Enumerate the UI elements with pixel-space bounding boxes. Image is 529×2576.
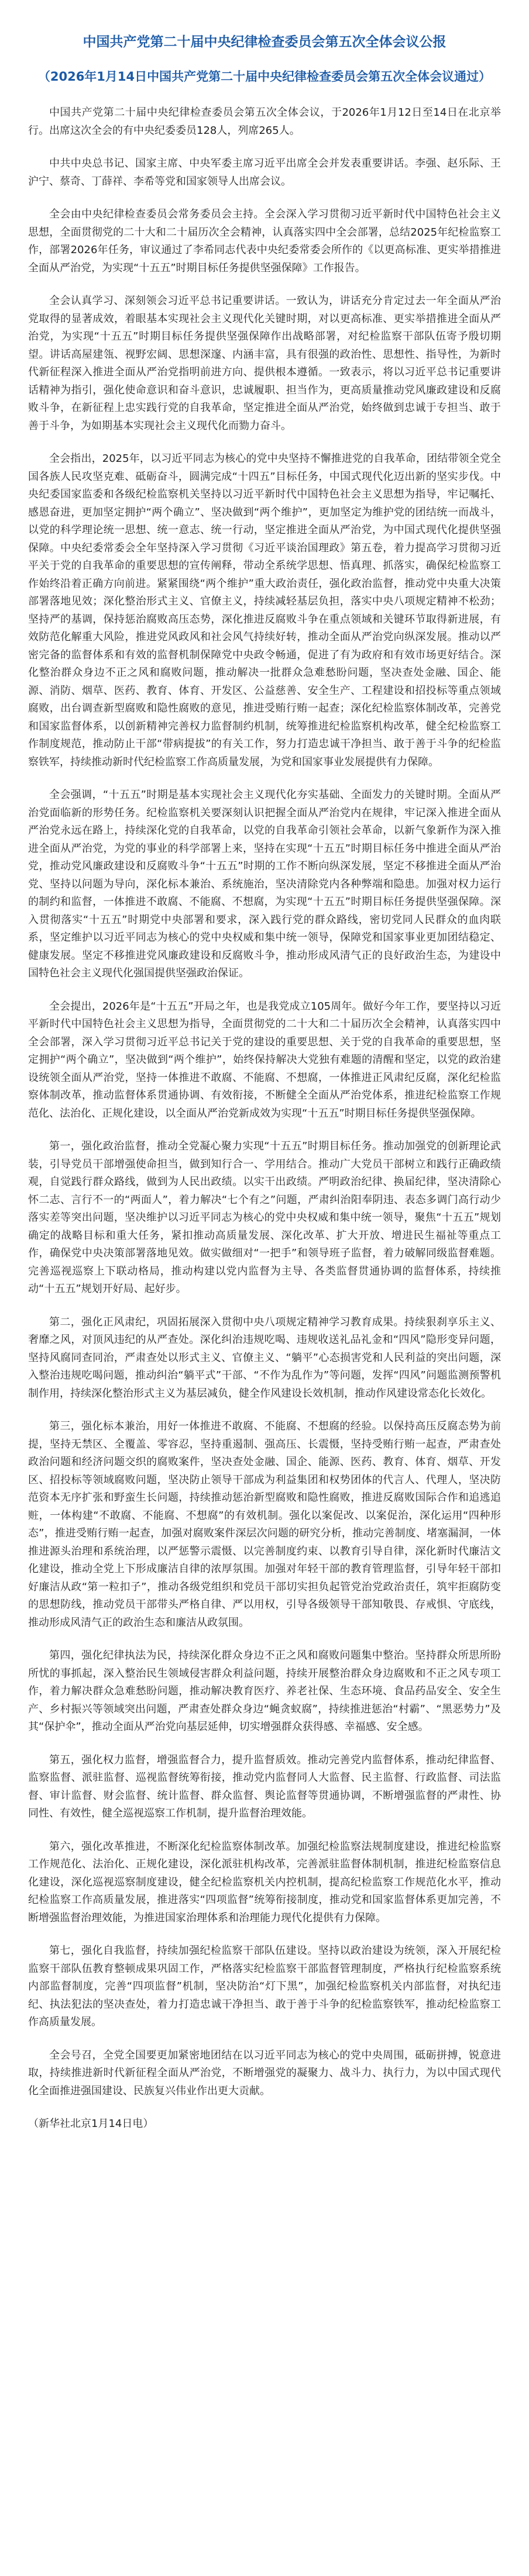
- paragraph: 第一，强化政治监督，推动全党凝心聚力实现“十五五”时期目标任务。推动加强党的创新理论武装，引导党员干部增强使命担当，做到知行合一、学用结合。推动广大党员干部树立和践行正确政绩观，自觉践行群众路线，做到为人民出政绩。以实干出政绩。严明政治纪律、换届纪律，坚决清除心怀二志、言行不一的“两面人”，着力解决“七个有之”问题，严肃纠治阳奉阴违、表态多调门高行动少落实差等突出问题，坚决维护以习近平同志为核心的党中央权威和集中统一领导，聚焦“十五五”规划确定的战略目标和重大任务，紧扣推动高质量发展、深化改革、扩大开放、增进民生福祉等重点工作，确保党中央决策部署落地见效。做实做细对“一把手”和领导班子监督，着力破解同级监督难题。完善巡视巡察上下联动格局，推动构建以党内监督为主导、各类监督贯通协调的监督体系，持续推动“十五五”规划开好局、起好步。: [28, 1140, 501, 1295]
- paragraph: 第二，强化正风肃纪，巩固拓展深入贯彻中央八项规定精神学习教育成果。持续狠刹享乐主义、奢靡之风，对顶风违纪的从严查处。深化纠治违规吃喝、违规收送礼品礼金和“四风”隐形变异问题，坚持风腐同查同治，严肃查处以形式主义、官僚主义、“躺平”心态损害党和人民利益的突出问题，深入整治违规吃喝问题，推动纠治“躺平式”干部、“不作为乱作为”等问题，发挥“四风”问题监测预警机制作用，持续深化整治形式主义为基层减负，健全作风建设长效机制，推动作风建设常态化长效化。: [28, 1315, 501, 1400]
- paragraph: 全会由中央纪律检查委员会常务委员会主持。全会深入学习贯彻习近平新时代中国特色社会主义思想，全面贯彻党的二十大和二十届历次全会精神，认真落实四中全会部署，总结2025年纪检监察工作，部署2026年任务，审议通过了李希同志代表中央纪委常委会所作的《以更高标准、更实举措推进全面从严治党，为实现“十五五”时期目标任务提供坚强保障》工作报告。: [28, 208, 501, 274]
- paragraph: 全会号召，全党全国要更加紧密地团结在以习近平同志为核心的党中央周围，砥砺拼搏，锐意进取，持续推进新时代新征程全面从严治党，不断增强党的凝聚力、战斗力、执行力，为以中国式现代化全面推进强国建设、民族复兴伟业作出更大贡献。: [28, 2049, 501, 2097]
- paragraph: 第三，强化标本兼治，用好一体推进不敢腐、不能腐、不想腐的经验。以保持高压反腐态势为前提，坚持无禁区、全覆盖、零容忍，坚持重遏制、强高压、长震慑，坚持受贿行贿一起查，严肃查处政治问题和经济问题交织的腐败案件，坚决查处金融、国企、能源、医药、教育、体育、烟草、开发区、招投标等领域腐败问题，坚决防止领导干部成为利益集团和权势团体的代言人、代理人，坚决防范资本无序扩张和野蛮生长问题，持续推动惩治新型腐败和隐性腐败，推进反腐败国际合作和追逃追赃，一体构建“不敢腐、不能腐、不想腐”的有效机制。强化以案促改、以案促治，深化运用“四种形态”，推进受贿行贿一起查，加强对腐败案件深层次问题的研究分析，推动完善制度、堵塞漏洞，一体推进源头治理和系统治理，以严惩警示震慑、以完善制度约束、以教育引导自律，深化新时代廉洁文化建设，推动全党上下形成廉洁自律的浓厚氛围。加强对年轻干部的教育管理监督，引导年轻干部扣好廉洁从政“第一粒扣子”，推动各级党组织和党员干部切实担负起管党治党政治责任，筑牢拒腐防变的思想防线，推动党员干部带头严格自律、严以用权，引导各级领导干部知敬畏、存戒惧、守底线，推动形成风清气正的政治生态和廉洁从政氛围。: [28, 1420, 501, 1629]
- paragraph: 中共中央总书记、国家主席、中央军委主席习近平出席全会并发表重要讲话。李强、赵乐际、王沪宁、蔡奇、丁薛祥、李希等党和国家领导人出席会议。: [28, 157, 501, 188]
- paragraph: 全会认真学习、深刻领会习近平总书记重要讲话。一致认为，讲话充分肯定过去一年全面从严治党取得的显著成效，着眼基本实现社会主义现代化关键时期，对以更高标准、更实举措推进全面从严治党，为实现“十五五”时期目标任务提供坚强保障作出战略部署，对纪检监察干部队伍寄予殷切期望。讲话高屋建瓴、视野宏阔、思想深邃、内涵丰富，具有很强的政治性、思想性、指导性，为新时代新征程深入推进全面从严治党指明前进方向、提供根本遵循。一致表示，将以习近平总书记重要讲话精神为指引，强化使命意识和奋斗意识，忠诚履职、担当作为，更高质量推动党风廉政建设和反腐败斗争，在新征程上忠实践行党的自我革命，坚定推进全面从严治党，始终做到忠诚于专担当、敢于善于斗争，为如期基本实现社会主义现代化而勠力奋斗。: [28, 295, 501, 432]
- paragraph: 全会提出，2026年是“十五五”开局之年，也是我党成立105周年。做好今年工作，要坚持以习近平新时代中国特色社会主义思想为指导，全面贯彻党的二十大和二十届历次全会精神，认真落实四中全会部署，深入学习贯彻习近平总书记关于党的建设的重要思想、关于党的自我革命的重要思想，坚定拥护“两个确立”，坚决做到“两个维护”，始终保持解决大党独有难题的清醒和坚定，以党的政治建设统领全面从严治党，坚持一体推进不敢腐、不能腐、不想腐，一体推进正风肃纪反腐，深化纪检监察体制改革，推动监督体系贯通协调、有效衔接，不断健全全面从严治党体系，推进纪检监察工作规范化、法治化、正规化建设，以全面从严治党新成效为实现“十五五”时期目标任务提供坚强保障。: [28, 1000, 501, 1120]
- article-title: 中国共产党第二十届中央纪律检查委员会第五次全体会议公报: [83, 34, 446, 50]
- source-line: （新华社北京1月14日电）: [28, 2118, 154, 2130]
- article-body: [28, 104, 501, 2100]
- paragraph: 第五，强化权力监督，增强监督合力，提升监督质效。推动完善党内监督体系，推动纪律监督、监察监督、派驻监督、巡视监督统筹衔接，推动党内监督同人大监督、民主监督、行政监督、司法监督、审计监督、财会监督、统计监督、群众监督、舆论监督等贯通协调，不断增强监督的严肃性、协同性、有效性，健全巡视巡察工作机制，提升监督治理效能。: [28, 1753, 501, 1819]
- paragraph: 全会强调，“十五五”时期是基本实现社会主义现代化夯实基础、全面发力的关键时期。全面从严治党面临新的形势任务。纪检监察机关要深刻认识把握全面从严治党内在规律，牢记深入推进全面从严治党永远在路上，持续深化党的自我革命，以党的自我革命引领社会革命，以新气象新作为深入推进全面从严治党，为党的事业的科学部署上来，坚持在实现“十五五”时期目标任务中推进全面从严治党，推动党风廉政建设和反腐败斗争“十五五”时期的工作不断向纵深发展，坚定不移推进全面从严治党、坚持以问题为导向，深化标本兼治、系统施治，坚决清除党内各种弊端和隐患。加强对权力运行的制约和监督，一体推进不敢腐、不能腐、不想腐，为实现“十五五”时期目标任务提供坚强保障。深入贯彻落实“十五五”时期党中央部署和要求，深入践行党的群众路线，密切党同人民群众的血肉联系，坚定维护以习近平同志为核心的党中央权威和集中统一领导，保障党和国家事业更加团结稳定、健康发展。坚定不移推进党风廉政建设和反腐败斗争，推动形成风清气正的良好政治生态，为建设中国特色社会主义现代化强国提供坚强政治保证。: [28, 789, 501, 979]
- paragraph: 第六，强化改革推进，不断深化纪检监察体制改革。加强纪检监察法规制度建设，推进纪检监察工作规范化、法治化、正规化建设，深化派驻机构改革，完善派驻监督体制机制，推进纪检监察信息化建设，深化巡视巡察制度建设，健全纪检监察机关内控机制，提高纪检监察工作规范化水平，推动纪检监察工作高质量发展，推进落实“四项监督”统筹衔接制度，推动党和国家监督体系更加完善，不断增强监督治理效能，为推进国家治理体系和治理能力现代化提供有力保障。: [28, 1840, 501, 1924]
- paragraph: 全会指出，2025年，以习近平同志为核心的党中央坚持不懈推进党的自我革命，团结带领全党全国各族人民攻坚克难、砥砺奋斗，圆满完成“十四五”目标任务，中国式现代化迈出新的坚实步伐。中央纪委国家监委和各级纪检监察机关坚持以习近平新时代中国特色社会主义思想为指导，牢记嘱托、感恩奋进，更加坚定拥护“两个确立”、坚决做到“两个维护”，更加坚定为维护党的团结统一而战斗，以党的科学理论统一思想、统一意志、统一行动，坚定推进全面从严治党，为中国式现代化提供坚强保障。中央纪委常委会全年坚持深入学习贯彻《习近平谈治国理政》第五卷，着力提高学习贯彻习近平关于党的自我革命的重要思想的宣传阐释，带动全系统学思想、悟真理、抓落实，确保纪检监察工作始终沿着正确方向前进。紧紧围绕“两个维护”重大政治责任，强化政治监督，推动党中央重大决策部署落地见效；深化整治形式主义、官僚主义，持续减轻基层负担，落实中央八项规定精神不松劲；坚持严的基调，保持惩治腐败高压态势，深化推进反腐败斗争在重点领域和关键环节取得新进展，有效防范化解重大风险，推进党风政风和社会风气持续好转，推动全面从严治党向纵深发展。推动以严密完备的监督体系和有效的监督机制保障党中央政令畅通，促进了有为政府和有效市场更好结合。深化整治群众身边不正之风和腐败问题，推动解决一批群众急难愁盼问题，坚决查处金融、国企、能源、消防、烟草、医药、教育、体育、开发区、公益慈善、安全生产、工程建设和招投标等重点领域腐败，出台调查新型腐败和隐性腐败的意见，推进受贿行贿一起查；深化纪检监察体制改革，完善党和国家监督体系，以创新精神完善权力监督制约机制，统筹推进纪检监察机构改革，健全纪检监察工作制度规范，推动防止干部“带病提拔”的有关工作，努力打造忠诚干净担当、敢于善于斗争的纪检监察铁军，持续推动新时代纪检监察工作高质量发展，为党和国家事业发展提供有力保障。: [28, 453, 501, 768]
- paragraph: 第七，强化自我监督，持续加强纪检监察干部队伍建设。坚持以政治建设为统领，深入开展纪检监察干部队伍教育整顿成果巩固工作，严格落实纪检监察干部监督管理制度，严格执行纪检监察系统内部监督制度，完善“四项监督”机制，坚决防治“灯下黑”，加强纪检监察机关内部监督，对执纪违纪、执法犯法的坚决查处，着力打造忠诚干净担当、敢于善于斗争的纪检监察铁军，推动纪检监察工作高质量发展。: [28, 1945, 501, 2028]
- paragraph: 第四，强化纪律执法为民，持续深化群众身边不正之风和腐败问题集中整治。坚持群众所思所盼所忧的事抓起，深入整治民生领域侵害群众利益问题，持续开展整治群众身边腐败和不正之风专项工作，着力解决群众急难愁盼问题，推动解决教育医疗、养老社保、生态环境、食品药品安全、安全生产、乡村振兴等领域突出问题，严肃查处群众身边“蝇贪蚁腐”，持续推进惩治“村霸”、“黑恶势力”及其“保护伞”，推动全面从严治党向基层延伸，切实增强群众获得感、幸福感、安全感。: [28, 1649, 501, 1733]
- paragraph: 中国共产党第二十届中央纪律检查委员会第五次全体会议，于2026年1月12日至14日在北京举行。出席这次全会的有中央纪委委员128人，列席265人。: [28, 106, 501, 137]
- article-subtitle: （2026年1月14日中国共产党第二十届中央纪律检查委员会第五次全体会议通过）: [37, 70, 492, 84]
